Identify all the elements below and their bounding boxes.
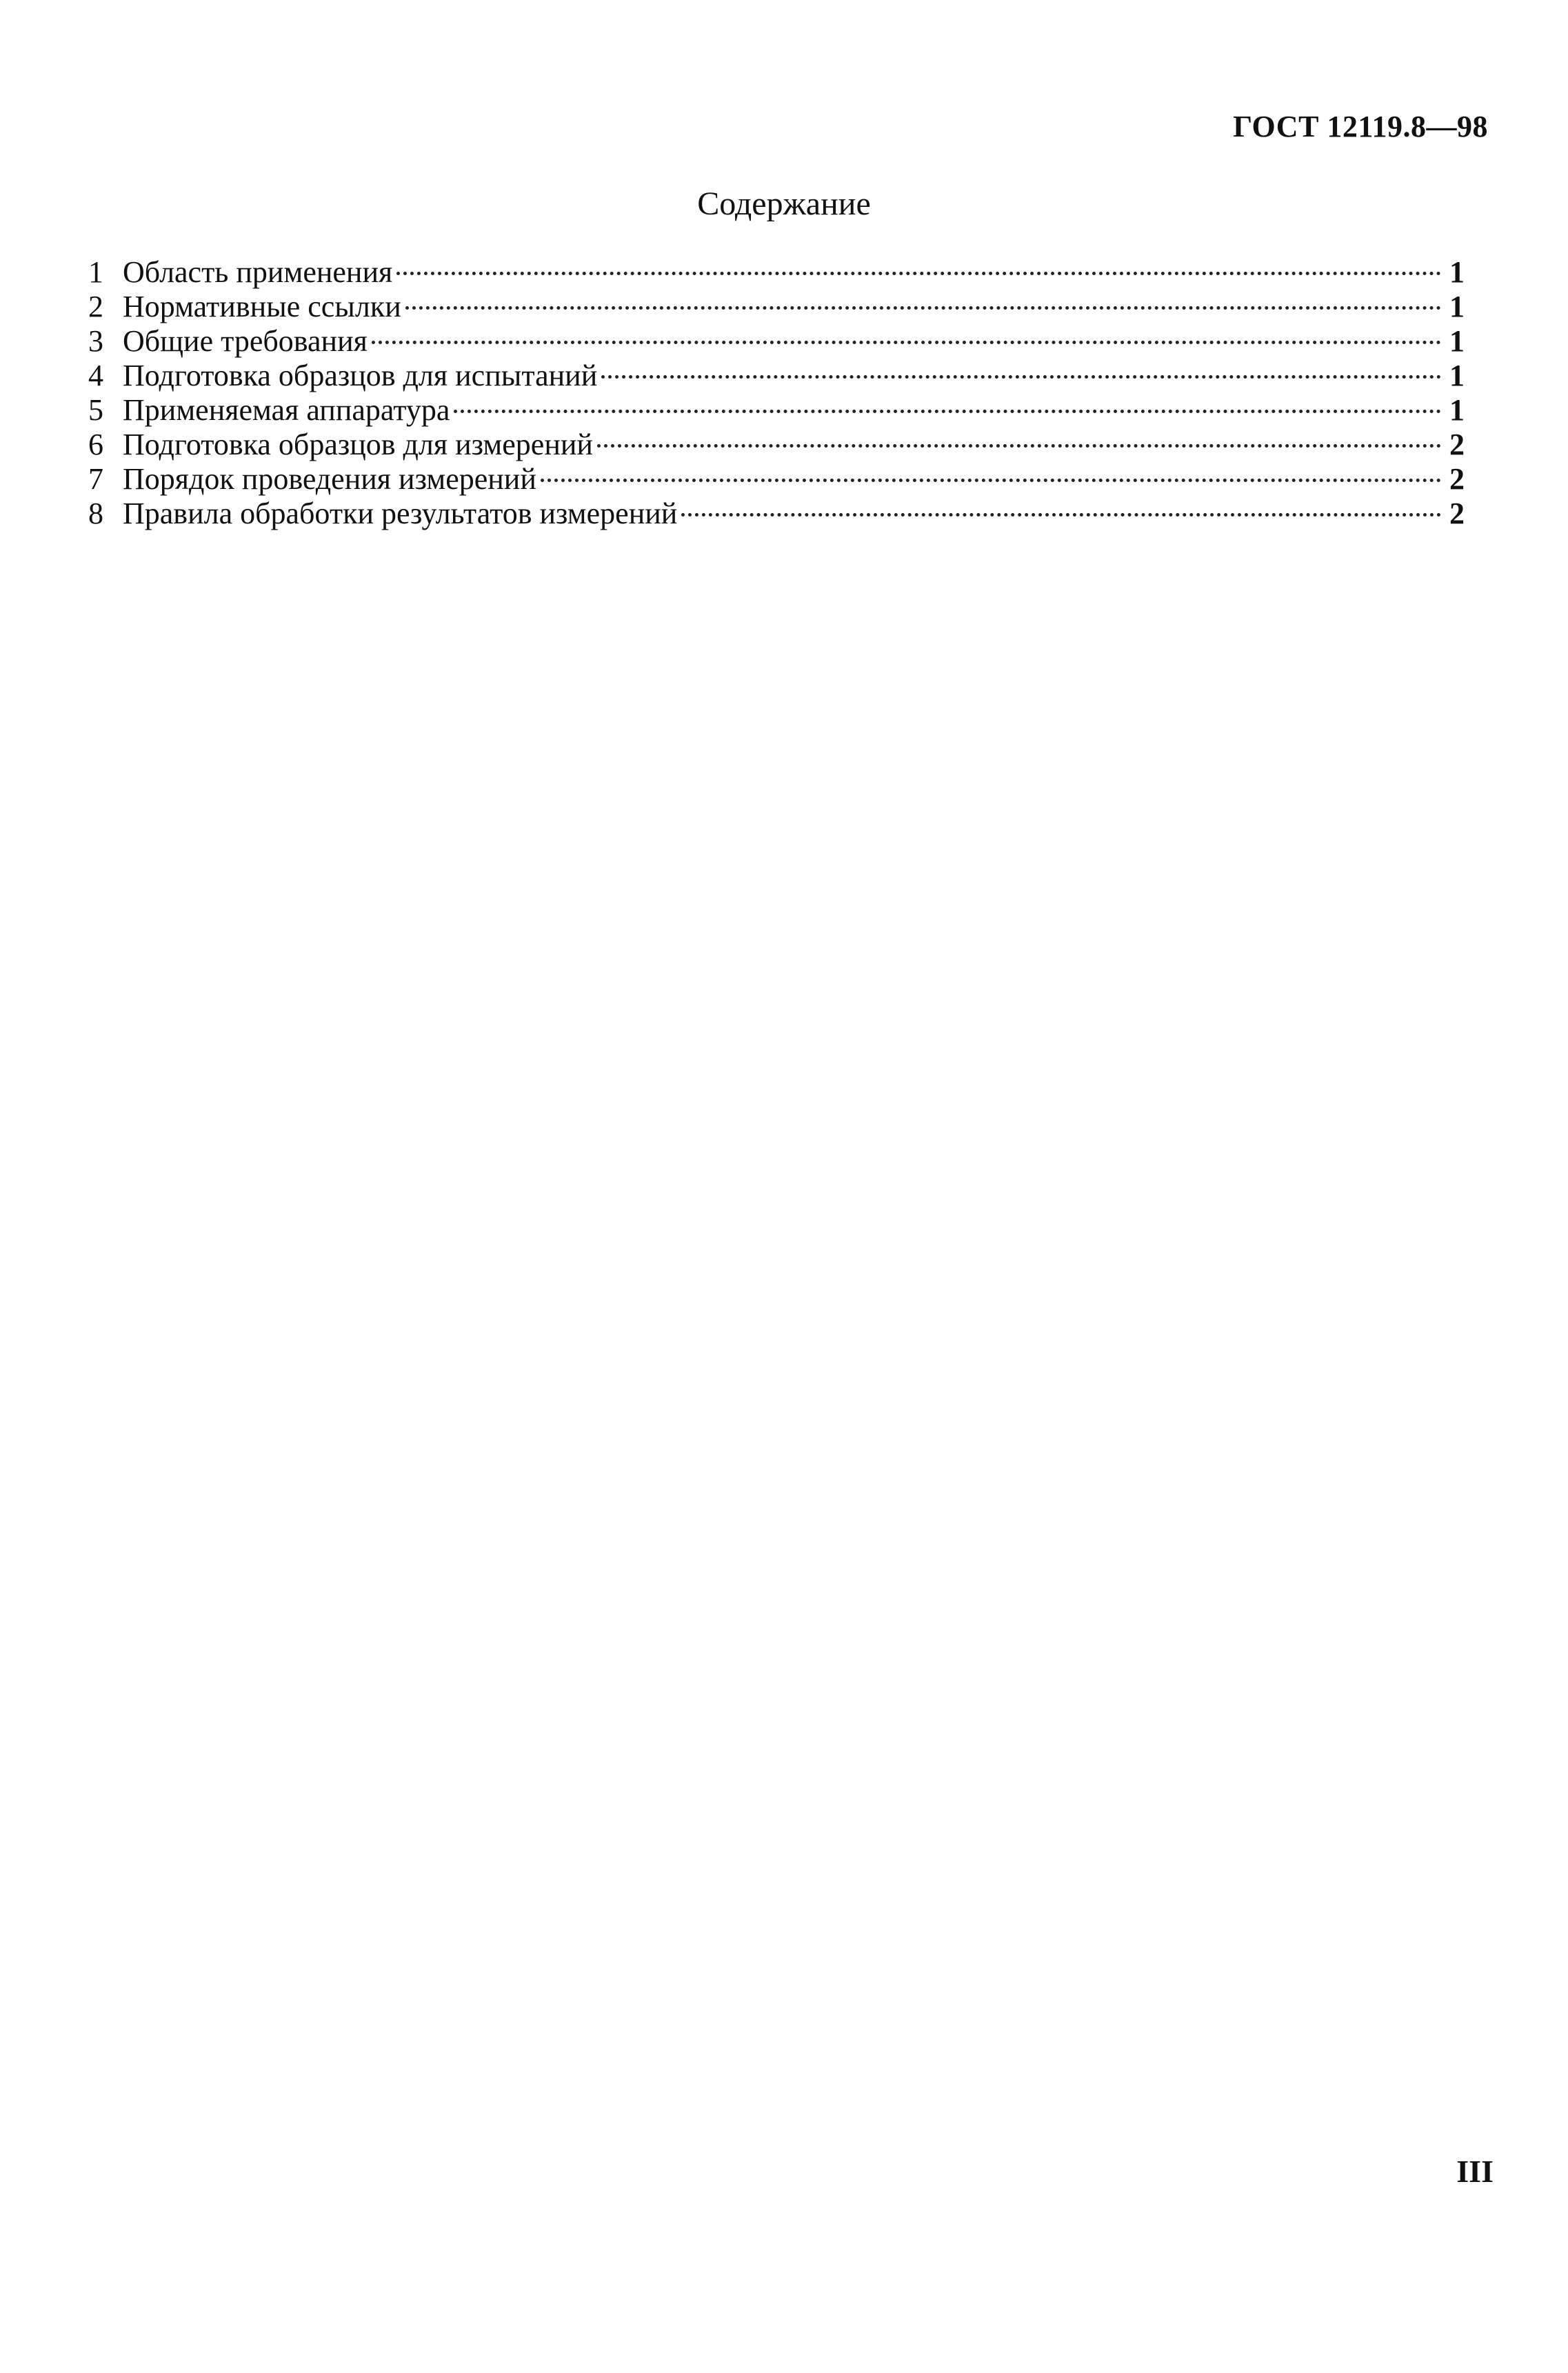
toc-item-label: Порядок проведения измерений (123, 462, 536, 496)
toc-title: Содержание (697, 186, 871, 222)
toc-dot-leader (541, 479, 1441, 482)
table-of-contents (88, 255, 1465, 531)
toc-item-number: 1 (88, 255, 103, 289)
toc-item-page: 1 (1449, 393, 1465, 427)
toc-dot-leader (454, 410, 1441, 413)
toc-dot-leader (597, 444, 1441, 448)
toc-dot-leader (396, 272, 1441, 275)
toc-dot-leader (681, 513, 1441, 517)
toc-item-page: 1 (1449, 290, 1465, 323)
toc-item-number: 5 (88, 393, 103, 427)
toc-item-page: 1 (1449, 255, 1465, 289)
page-number: III (1456, 2154, 1494, 2189)
toc-item[interactable] (88, 290, 1465, 324)
toc-item-number: 4 (88, 359, 103, 392)
toc-item-label: Правила обработки результатов измерений (123, 497, 678, 530)
toc-item-number: 6 (88, 428, 103, 461)
toc-item[interactable] (88, 359, 1465, 393)
toc-dot-leader (372, 341, 1441, 344)
toc-item-number: 7 (88, 462, 103, 496)
document-code: ГОСТ 12119.8—98 (1233, 110, 1488, 143)
toc-item-page: 2 (1449, 428, 1465, 461)
toc-item[interactable] (88, 255, 1465, 290)
toc-item-label: Подготовка образцов для измерений (123, 428, 593, 461)
toc-item-label: Применяемая аппаратура (123, 393, 450, 427)
toc-item-label: Область применения (123, 255, 393, 289)
toc-item[interactable] (88, 393, 1465, 428)
toc-item-label: Общие требования (123, 324, 368, 358)
toc-item[interactable] (88, 462, 1465, 497)
toc-item[interactable] (88, 428, 1465, 462)
toc-item-page: 1 (1449, 359, 1465, 392)
toc-item[interactable] (88, 324, 1465, 359)
toc-dot-leader (405, 306, 1441, 310)
toc-dot-leader (601, 375, 1441, 379)
toc-item-number: 2 (88, 290, 103, 323)
toc-item-page: 2 (1449, 497, 1465, 530)
toc-item-page: 1 (1449, 324, 1465, 358)
toc-item-page: 2 (1449, 462, 1465, 496)
toc-item-label: Подготовка образцов для испытаний (123, 359, 598, 392)
toc-item[interactable] (88, 497, 1465, 531)
toc-item-label: Нормативные ссылки (123, 290, 401, 323)
toc-item-number: 3 (88, 324, 103, 358)
toc-item-number: 8 (88, 497, 103, 530)
